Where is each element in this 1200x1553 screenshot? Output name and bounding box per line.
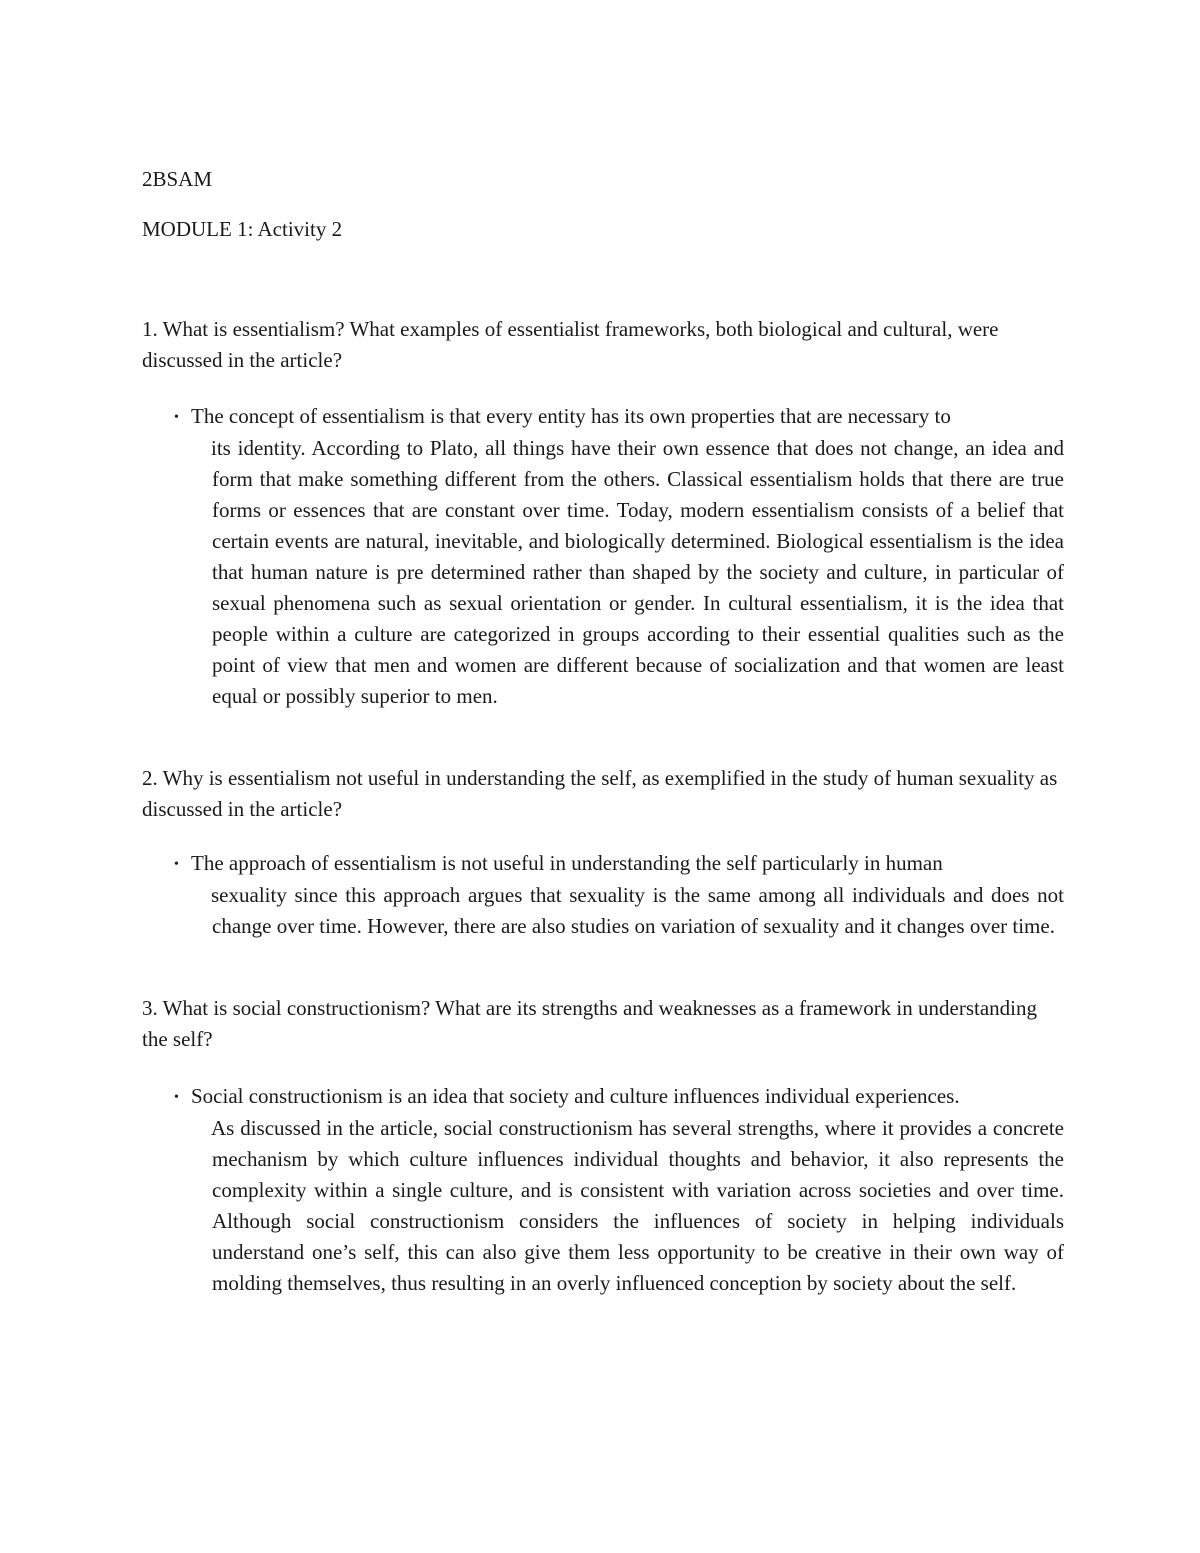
question-1: 1. What is essentialism? What examples of essentialist frameworks, both biological and cultural, were discussed in the article? bbox=[142, 317, 999, 372]
course-code: 2BSAM bbox=[142, 167, 213, 191]
answer-2-body: sexuality since this approach argues that sexuality is the same among all individuals and does not change over time. However, there are also studies on variation of sexuality and it changes over time. bbox=[211, 883, 1064, 938]
answer-1 bbox=[176, 401, 1064, 712]
answer-1-first-line bbox=[176, 401, 1064, 433]
answer-2-lead: The approach of essentialism is not useful in understanding the self particularly in human bbox=[191, 851, 943, 875]
answer-3-first-line bbox=[176, 1081, 1064, 1113]
bullet-icon: • bbox=[174, 1090, 179, 1105]
answer-1-lead: The concept of essentialism is that every entity has its own properties that are necessary to bbox=[191, 404, 951, 428]
answer-3 bbox=[176, 1081, 1064, 1299]
answer-1-body: its identity. According to Plato, all things have their own essence that does not change, an idea and form that make something different from the others. Classical essentialism holds that there are true forms or essences that are constant over time. Today, modern essentialism consists of a belief that certain events are natural, inevitable, and biologically determined. Biological essentialism is the idea that human nature is pre determined rather than shaped by the society and culture, in particular of sexual phenomena such as sexual orientation or gender. In cultural essentialism, it is the idea that people within a culture are categorized in groups according to their essential qualities such as the point of view that men and women are different because of socialization and that women are least equal or possibly superior to men. bbox=[211, 436, 1064, 708]
answer-3-body: As discussed in the article, social constructionism has several strengths, where it provides a concrete mechanism by which culture influences individual thoughts and behavior, it also represents the complexity within a single culture, and is consistent with variation across societies and over time. Although social constructionism considers the influences of society in helping individuals understand one’s self, this can also give them less opportunity to be creative in their own way of molding themselves, thus resulting in an overly influenced conception by society about the self. bbox=[211, 1116, 1064, 1295]
bullet-icon: • bbox=[174, 410, 179, 425]
answer-3-lead: Social constructionism is an idea that society and culture influences individual experiences. bbox=[191, 1084, 960, 1108]
answer-2-first-line bbox=[176, 848, 1064, 880]
question-2: 2. Why is essentialism not useful in understanding the self, as exemplified in the study of human sexuality as discussed in the article? bbox=[142, 766, 1058, 821]
answer-2 bbox=[176, 848, 1064, 942]
question-3: 3. What is social constructionism? What are its strengths and weaknesses as a framework in understanding the self? bbox=[142, 996, 1037, 1051]
module-title: MODULE 1: Activity 2 bbox=[142, 217, 343, 241]
bullet-icon: • bbox=[174, 857, 179, 872]
